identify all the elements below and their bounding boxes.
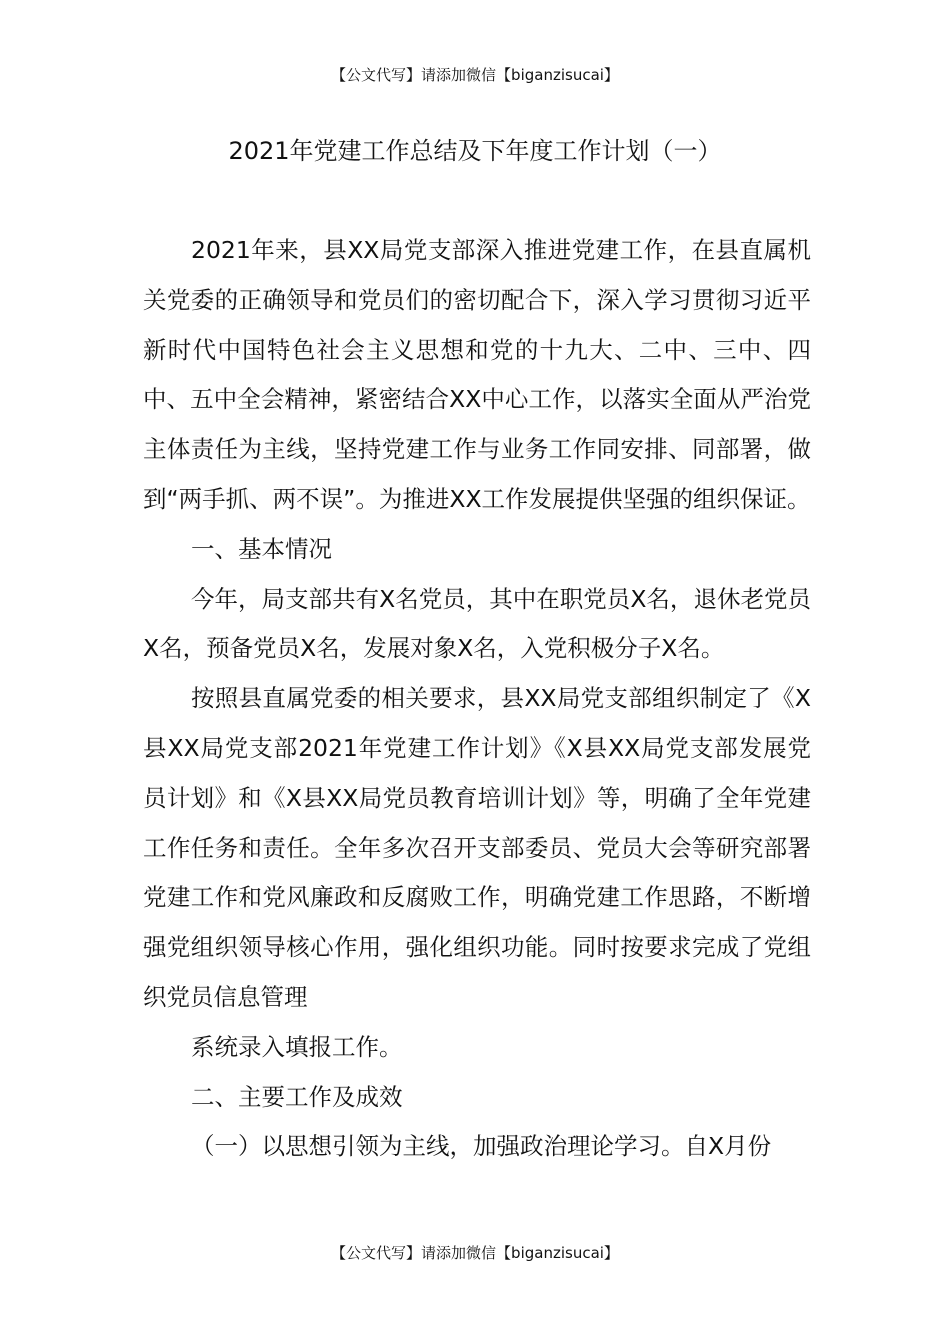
paragraph-work-plans: 按照县直属党委的相关要求，县XX局党支部组织制定了《X县XX局党支部2021年党建工作计划》《X县XX局党支部发展党员计划》和《X县XX局党员教育培训计划》等，明确了全年党建工作任务和责任。全年多次召开支部委员、党员大会等研究部署党建工作和党风廉政和反腐败工作，明确党建工作思路，不断增强党组织领导核心作用，强化组织功能。同时按要求完成了党组织党员信息管理 (143, 684, 811, 1011)
paragraph-ideological-guidance: （一）以思想引领为主线，加强政治理论学习。自X月份 (191, 1132, 772, 1161)
paragraph-system-entry: 系统录入填报工作。 (191, 1032, 403, 1061)
paragraph-member-count: 今年，局支部共有X名党员，其中在职党员X名，退休老党员X名，预备党员X名，发展对象X名，入党积极分子X名。 (143, 584, 811, 663)
paragraph-intro: 2021年来，县XX局党支部深入推进党建工作，在县直属机关党委的正确领导和党员们的密切配合下，深入学习贯彻习近平新时代中国特色社会主义思想和党的十九大、二中、三中、四中、五中全会精神，紧密结合XX中心工作，以落实全面从严治党主体责任为主线，坚持党建工作与业务工作同安排、同部署，做到“两手抓、两不误”。为推进XX工作发展提供坚强的组织保证。 (143, 236, 811, 513)
section-heading-main-work: 二、主要工作及成效 (191, 1082, 403, 1111)
page-header: 【公文代写】请添加微信【biganzisucai】 (331, 66, 619, 84)
document-title: 2021年党建工作总结及下年度工作计划（一） (228, 137, 722, 165)
document-body (143, 226, 811, 1172)
section-heading-basic-situation: 一、基本情况 (191, 534, 332, 563)
page-footer: 【公文代写】请添加微信【biganzisucai】 (331, 1244, 619, 1262)
